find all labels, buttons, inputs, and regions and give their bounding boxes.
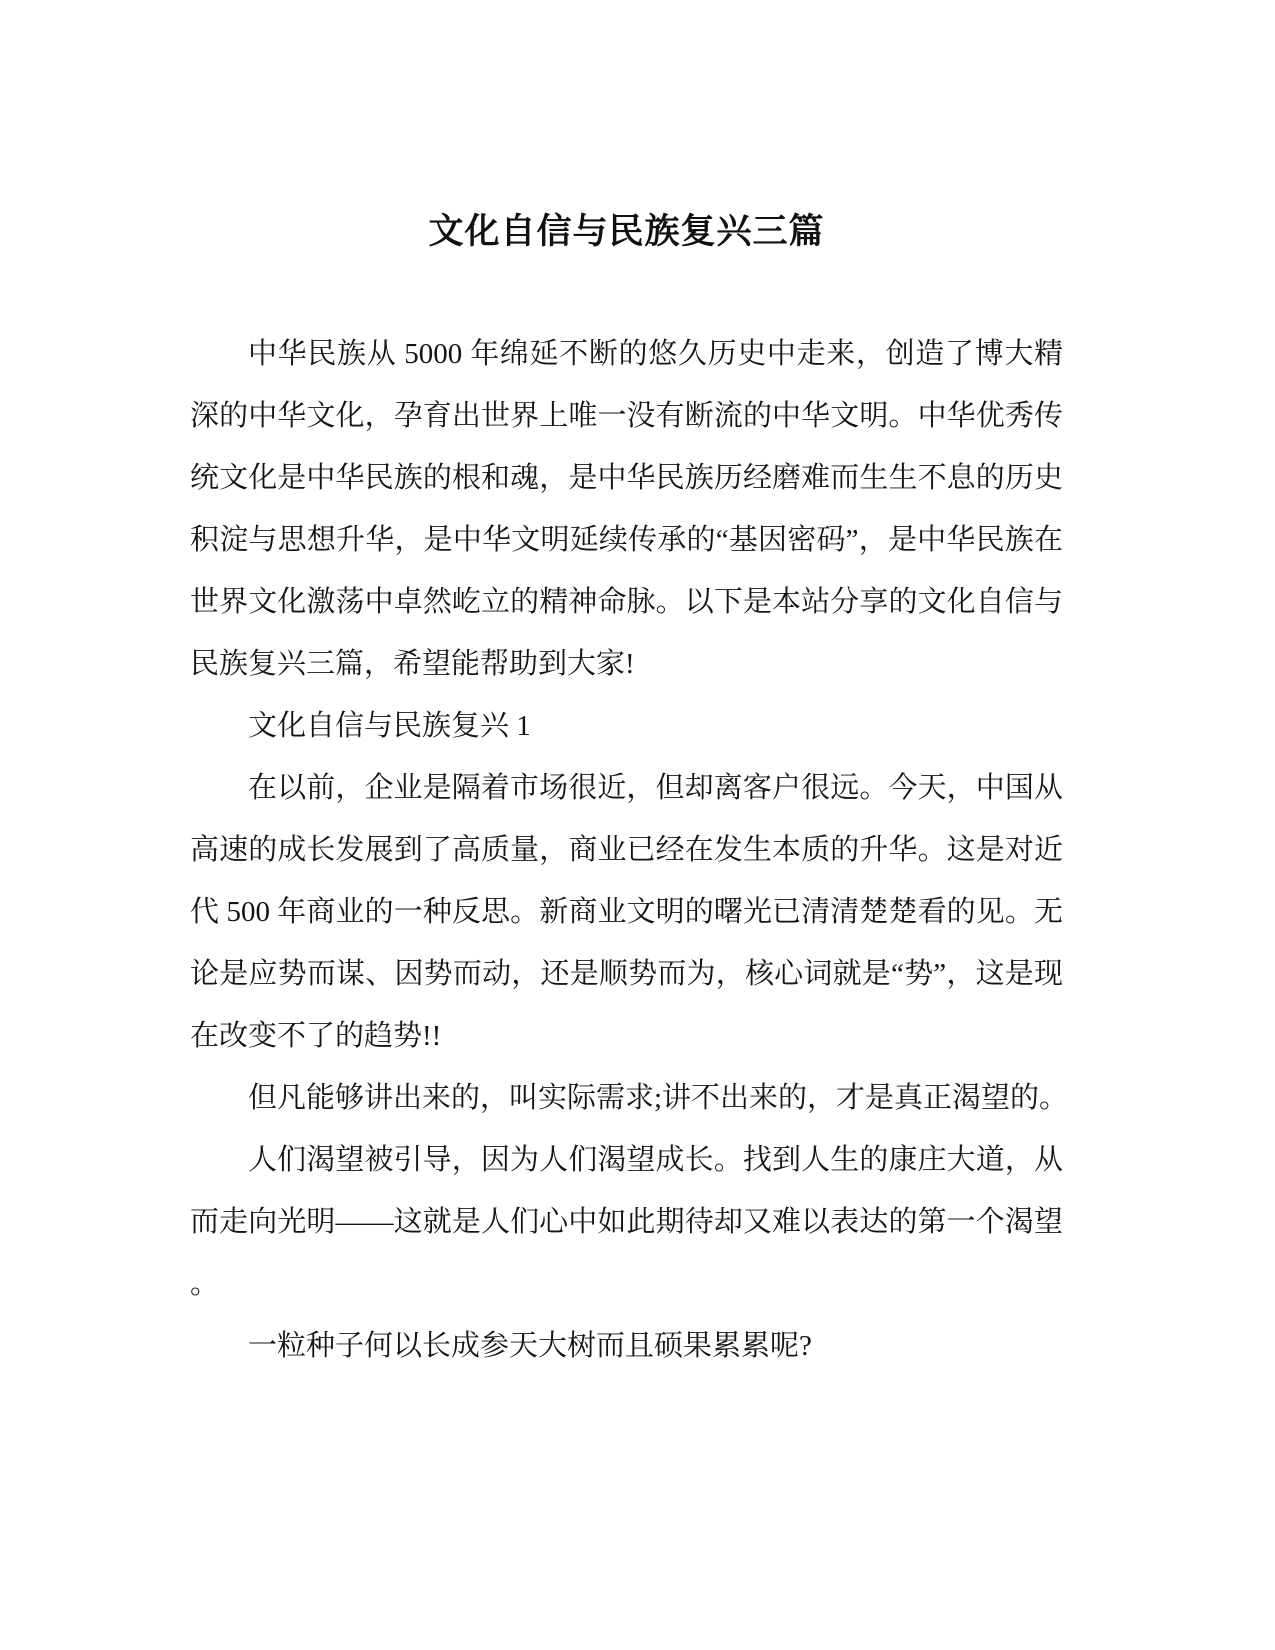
- text-line: 而走向光明——这就是人们心中如此期待却又难以表达的第一个渴望: [190, 1206, 1063, 1238]
- text-line: 文化自信与民族复兴 1: [248, 710, 531, 742]
- text-line: 代 500 年商业的一种反思。新商业文明的曙光已清清楚楚看的见。无: [190, 896, 1063, 928]
- text-line: 深的中华文化，孕育出世界上唯一没有断流的中华文明。中华优秀传: [190, 400, 1063, 432]
- paragraph-5: [190, 1129, 1063, 1315]
- paragraph-4: [190, 1067, 1069, 1129]
- paragraph-1: [190, 323, 1063, 695]
- paragraph-3: [190, 757, 1063, 1067]
- text-line: 论是应势而谋、因势而动，还是顺势而为，核心词就是“势”，这是现: [190, 958, 1063, 990]
- text-line: 积淀与思想升华，是中华文明延续传承的“基因密码”，是中华民族在: [190, 524, 1063, 556]
- document-body: [190, 323, 1069, 1377]
- text-line: 民族复兴三篇，希望能帮助到大家!: [190, 648, 635, 680]
- document-title: 文化自信与民族复兴三篇: [428, 212, 825, 251]
- text-line: 一粒种子何以长成参天大树而且硕果累累呢?: [248, 1330, 812, 1362]
- text-line: 世界文化激荡中卓然屹立的精神命脉。以下是本站分享的文化自信与: [190, 586, 1063, 618]
- paragraph-6: [190, 1315, 1063, 1377]
- text-line: 中华民族从 5000 年绵延不断的悠久历史中走来，创造了博大精: [248, 338, 1063, 370]
- document-content: [190, 0, 1069, 1377]
- text-line: 。: [190, 1268, 220, 1300]
- text-line: 但凡能够讲出来的，叫实际需求;讲不出来的，才是真正渴望的。: [248, 1082, 1069, 1114]
- text-line: 高速的成长发展到了高质量，商业已经在发生本质的升华。这是对近: [190, 834, 1063, 866]
- text-line: 人们渴望被引导，因为人们渴望成长。找到人生的康庄大道，从: [248, 1144, 1063, 1176]
- text-line: 在改变不了的趋势!!: [190, 1020, 442, 1052]
- text-line: 统文化是中华民族的根和魂，是中华民族历经磨难而生生不息的历史: [190, 462, 1063, 494]
- text-line: 在以前，企业是隔着市场很近，但却离客户很远。今天，中国从: [248, 772, 1063, 804]
- paragraph-2: [190, 695, 1063, 757]
